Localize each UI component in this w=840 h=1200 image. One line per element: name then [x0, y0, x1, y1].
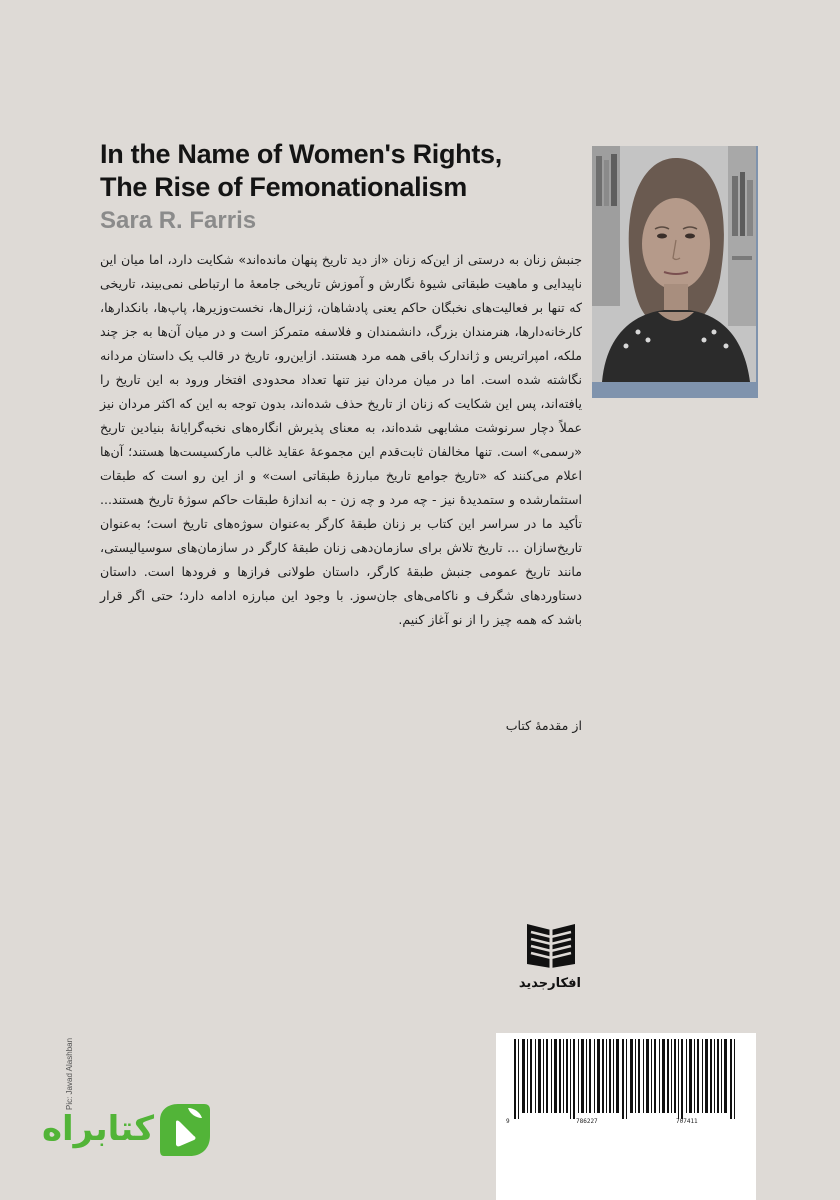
publisher-logo [518, 920, 581, 991]
title-block [100, 138, 580, 236]
author-photo [592, 146, 756, 382]
brand-name: کتابراه [41, 1109, 154, 1149]
back-cover-excerpt: جنبش زنان به درستی از این‌که زنان «از دید تاریخ پنهان مانده‌اند» شکایت دارد، اما میان این ناپیدایی و ماهیت طبقاتی شیوهٔ نگارش و آموزش تاریخی جامعهٔ ما ارتباطی نمی‌بیند، تاریخی که تنها بر فعالیت‌های نخبگان حاکم یعنی پادشاهان، ژنرال‌ها، نخست‌وزیرها، پاپ‌ها، بانکدارها، کارخانه‌دارها، هنرمندان بزرگ، دانشمندان و فلاسفه متمرکز است و در میان آن‌ها به جز چند ملکه، امپراتریس و ژاندارک باقی همه مرد هستند. ازاین‌رو، تاریخ در قالب یک داستان مردانه نگاشته شده است. اما در میان مردان نیز تنها تعداد محدودی افتخار ورود به این تاریخ را یافته‌اند، پس این شکایت که زنان از تاریخ حذف شده‌اند، بدون توجه به این که اکثر مردان نیز عملاً دچار سرنوشت مشابهی شده‌اند، به معنای پذیرش انگاره‌های نخبه‌گرایانهٔ بنیادین تاریخ «رسمی» است. تنها مخالفان ثابت‌قدم این مجموعهٔ عقاید غالب مارکسیست‌ها هستند؛ آن‌ها اعلام می‌کنند که «تاریخ جوامع تاریخ مبارزهٔ طبقاتی است» و از این رو است که طبقات استثمارشده و ستمدیدهٔ نیز - چه مرد و چه زن - به اندازهٔ طبقات حاکم سوژهٔ تاریخ هستند... تأکید ما در سراسر این کتاب بر زنان طبقهٔ کارگر به‌عنوان سوژه‌های تاریخ است؛ به‌عنوان تاریخ‌سازان ... تاریخ تلاش برای سازمان‌دهی زنان طبقهٔ کارگر در سازمان‌های سوسیالیستی، مانند تاریخ عمومی جنبش طبقهٔ کارگر، داستان طولانی فرازها و فرودها است. داستان دستاوردهای شگرف و ناکامی‌های جان‌سوز. با وجود این مبارزه ادامه دارد؛ حتی اگر قرار باشد که همه چیز را از نو آغاز کنیم. [100, 252, 582, 627]
photo-credit: Pic: Javad Alashban [65, 1037, 74, 1110]
excerpt-source: از مقدمهٔ کتاب [505, 718, 582, 733]
book-stack-icon [521, 920, 581, 968]
author-photo-frame [592, 146, 758, 398]
leaf-book-icon [154, 1100, 212, 1158]
book-title-line-2: The Rise of Femonationalism [100, 172, 467, 202]
barcode-icon [496, 1033, 756, 1133]
ketabrah-watermark [40, 1100, 220, 1160]
isbn-barcode [496, 1033, 756, 1200]
barcode-group-1: 786227 [576, 1118, 598, 1125]
author-name: Sara R. Farris [100, 207, 257, 234]
publisher-name: افکارجدید [518, 976, 581, 991]
author-portrait-illustration [592, 146, 756, 382]
barcode-left-digit: 9 [506, 1118, 510, 1125]
barcode-group-2: 707411 [676, 1118, 698, 1125]
book-title-line-1: In the Name of Women's Rights, [100, 139, 502, 169]
